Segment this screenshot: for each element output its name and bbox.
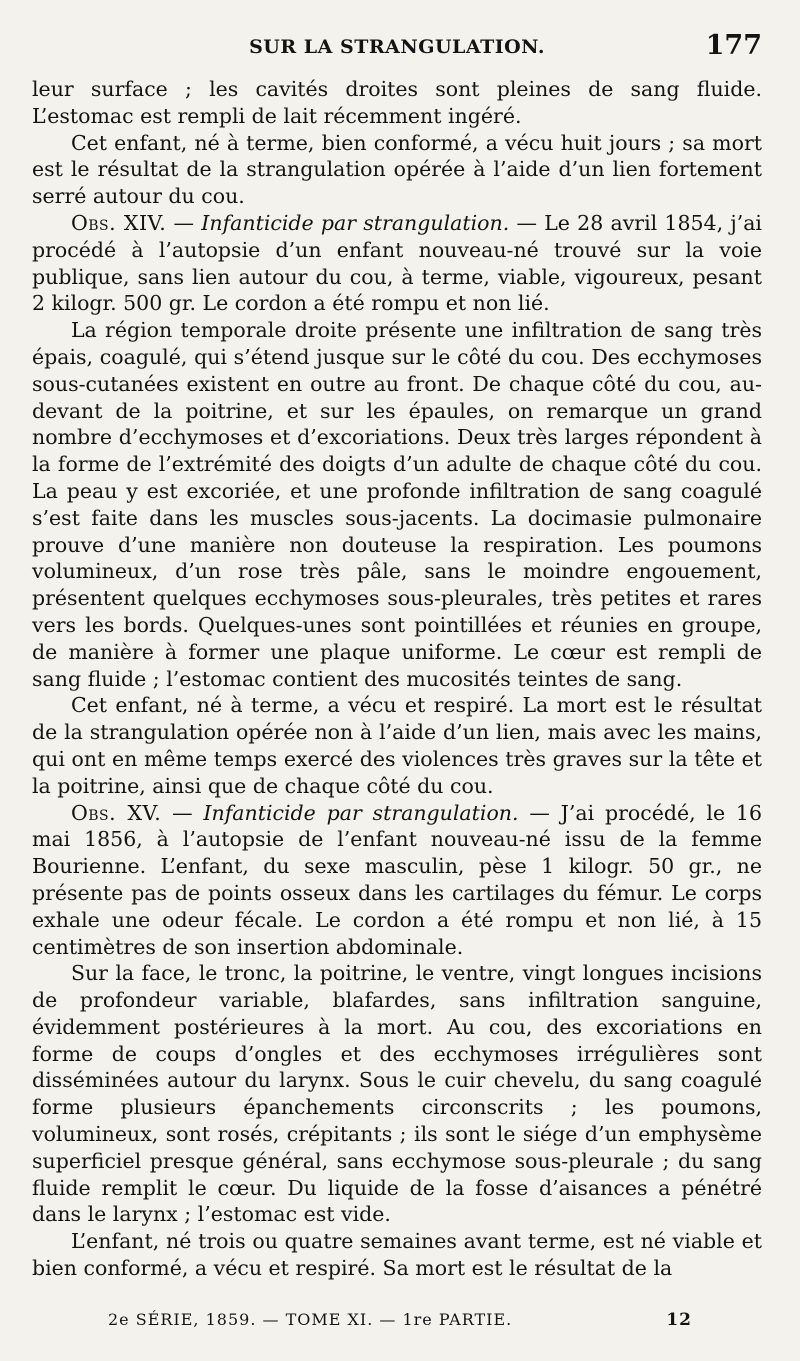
observation-paragraph	[32, 800, 762, 961]
paragraph-text: Le 28 avril 1854, j’ai procédé à l’autopsie d’un enfant nouveau-né trouvé sur la voie publique, sans lien autour du cou, à terme, viable, vigoureux, pesant 2 kilogr. 500 gr. Le cordon a été rompu et non lié.	[32, 210, 762, 316]
paragraph-text: Cet enfant, né à terme, bien conformé, a vécu huit jours ; sa mort est le résultat de la strangulation opérée à l’aide d’un lien fortement serré autour du cou.	[32, 130, 762, 209]
observation-title: Infanticide par strangulation.	[203, 800, 519, 825]
em-dash: —	[166, 210, 202, 235]
paragraph	[32, 960, 762, 1228]
paragraph-text: L’enfant, né trois ou quatre semaines avant terme, est né viable et bien conformé, a vécu et respiré. Sa mort est le résultat de la	[32, 1229, 762, 1281]
em-dash: —	[161, 800, 204, 825]
running-head	[32, 30, 762, 76]
paragraph	[32, 130, 762, 210]
body-text	[32, 76, 762, 1282]
em-dash: —	[518, 800, 561, 825]
paragraph-continued	[32, 76, 762, 130]
paragraph	[32, 692, 762, 799]
paragraph-text: La région temporale droite présente une infiltration de sang très épais, coagulé, qui s’étend jusque sur le côté du cou. Des ecchymoses sous-cutanées existent en outre au front. De chaque côté du cou, au-devant de la poitrine, et sur les épaules, on remarque un grand nombre d’ecchymoses et d’excoriations. Deux très larges répondent à la forme de l’extrémité des doigts d’un adulte de chaque côté du cou. La peau y est excoriée, et une profonde infiltration de sang coagulé s’est faite dans les muscles sous-jacents. La docimasie pulmonaire prouve d’une manière non douteuse la respiration. Les poumons volumineux, d’un rose très pâle, sans le moindre engouement, présentent quelques ecchymoses sous-pleurales, très petites et rares vers les bords. Quelques-unes sont pointillées et réunies en groupe, de manière à former une plaque uniforme. Le cœur est rempli de sang fluide ; l’estomac contient des mucosités teintes de sang.	[32, 318, 762, 691]
observation-label: Obs. XV.	[70, 800, 162, 825]
observation-title: Infanticide par strangulation.	[201, 210, 510, 235]
paragraph-text: J’ai procédé, le 16 mai 1856, à l’autopsie de l’enfant nouveau-né issu de la femme Bourienne. L’enfant, du sexe masculin, pèse 1 kilogr. 50 gr., ne présente pas de points osseux dans les cartilages du fémur. Le corps exhale une odeur fécale. Le cordon a été rompu et non lié, à 15 centimètres de son insertion abdominale.	[32, 800, 762, 959]
page-number: 177	[705, 30, 762, 61]
signature-line: 2e SÉRIE, 1859. — TOME XI. — 1re PARTIE.	[108, 1310, 513, 1329]
signature-number: 12	[666, 1310, 692, 1330]
paragraph-truncated	[32, 1228, 762, 1282]
em-dash: —	[509, 210, 545, 235]
observation-paragraph	[32, 210, 762, 317]
running-title: SUR LA STRANGULATION.	[249, 36, 545, 58]
paragraph	[32, 317, 762, 692]
paragraph-text: Cet enfant, né à terme, a vécu et respiré. La mort est le résultat de la strangulation opérée non à l’aide d’un lien, mais avec les mains, qui ont en même temps exercé des violences très graves sur la tête et la poitrine, ainsi que de chaque côté du cou.	[32, 693, 762, 798]
observation-label: Obs. XIV.	[70, 210, 167, 235]
paragraph-text: Sur la face, le tronc, la poitrine, le ventre, vingt longues incisions de profondeur variable, blafardes, sans infiltration sanguine, évidemment postérieures à la mort. Au cou, des excoriations en forme de coups d’ongles et des ecchymoses irrégulières sont disséminées autour du larynx. Sous le cuir chevelu, du sang coagulé forme plusieurs épanchements circonscrits ; les poumons, volumineux, sont rosés, crépitants ; ils sont le siége d’un emphysème superficiel presque général, sans ecchymose sous-pleurale ; du sang fluide remplit le cœur. Du liquide de la fosse d’aisances a pénétré dans le larynx ; l’estomac est vide.	[32, 961, 762, 1227]
paragraph-text: leur surface ; les cavités droites sont pleines de sang fluide. L’estomac est rempli de lait récemment ingéré.	[32, 77, 762, 128]
